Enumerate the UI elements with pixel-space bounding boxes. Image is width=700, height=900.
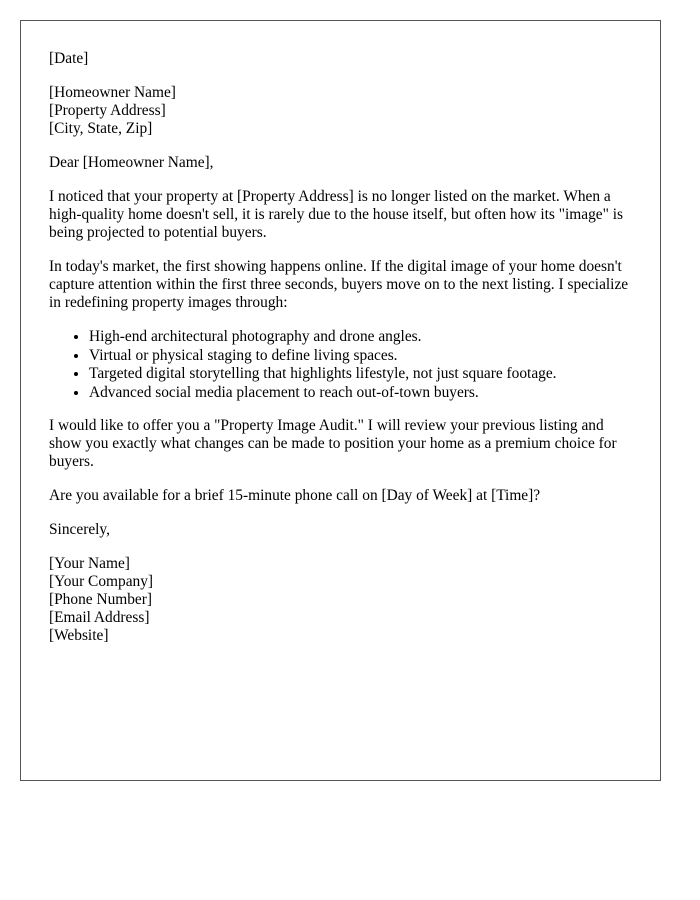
recipient-address-block [49, 84, 634, 138]
services-list [49, 328, 634, 402]
list-item: • High-end architectural photography and drone angles. [89, 328, 634, 347]
list-item: • Virtual or physical staging to define living spaces. [89, 347, 634, 366]
date-text: [Date] [49, 50, 89, 67]
salutation: Dear [Homeowner Name], [49, 154, 214, 171]
letter-page [20, 20, 661, 781]
body-paragraph-1: I noticed that your property at [Property Address] is no longer listed on the market. When a high-quality home doesn't sell, it is rarely due to the house itself, but often how its "image" is being projected to potential buyers. [49, 188, 624, 241]
body-paragraph-4: Are you available for a brief 15-minute phone call on [Day of Week] at [Time]? [49, 487, 541, 504]
closing: Sincerely, [49, 521, 110, 538]
sender-email: [Email Address] [49, 609, 150, 626]
recipient-city-state-zip: [City, State, Zip] [49, 120, 153, 137]
letter-date [49, 50, 634, 68]
body-paragraph-3: I would like to offer you a "Property Image Audit." I will review your previous listing and show you exactly what changes can be made to position your home as a premium choice for buyers. [49, 417, 617, 470]
recipient-property-address: [Property Address] [49, 102, 166, 119]
list-item: • Advanced social media placement to reach out-of-town buyers. [89, 384, 634, 403]
list-item: • Targeted digital storytelling that highlights lifestyle, not just square footage. [89, 365, 634, 384]
sender-website: [Website] [49, 627, 109, 644]
signature-block [49, 555, 634, 645]
sender-name: [Your Name] [49, 555, 130, 572]
body-paragraph-2: In today's market, the first showing happens online. If the digital image of your home doesn't capture attention within the first three seconds, buyers move on to the next listing. I specialize in redefining property images through: [49, 258, 629, 311]
sender-phone: [Phone Number] [49, 591, 153, 608]
recipient-name: [Homeowner Name] [49, 84, 176, 101]
sender-company: [Your Company] [49, 573, 154, 590]
